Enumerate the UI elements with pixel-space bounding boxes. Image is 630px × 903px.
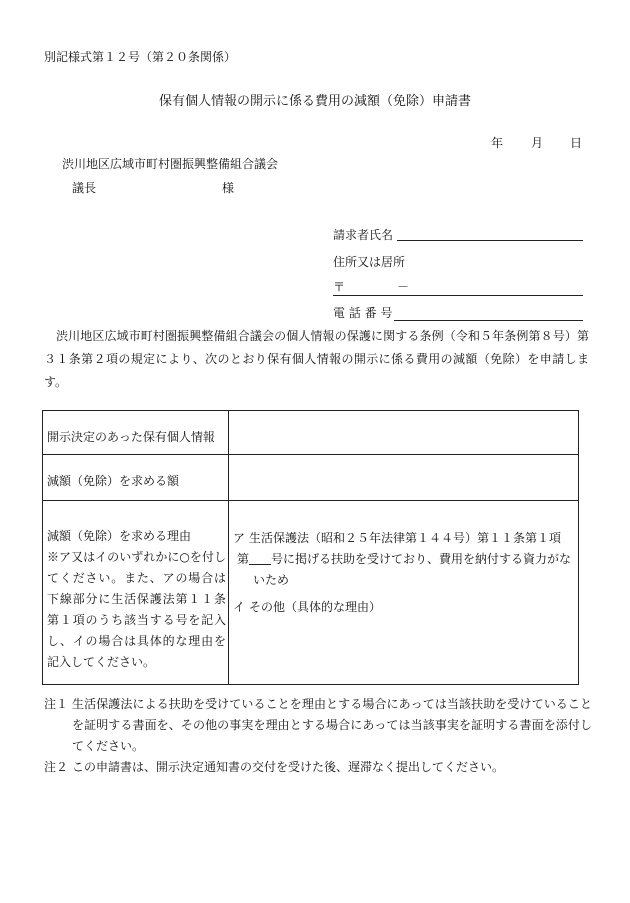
document-title: 保有個人情報の開示に係る費用の減額（免除）申請書	[158, 94, 471, 109]
table-row	[43, 455, 579, 501]
option-a-pre: 第	[237, 552, 250, 566]
disclosed-info-field[interactable]	[229, 411, 579, 455]
disclosed-info-label: 開示決定のあった保有個人情報	[47, 430, 215, 444]
table-row	[43, 411, 579, 455]
reduction-amount-field[interactable]	[229, 455, 579, 501]
note-item	[44, 757, 592, 778]
requester-address-label: 住所又は居所	[333, 255, 406, 269]
row-label-cell	[43, 501, 229, 685]
option-a-mark: ア	[233, 531, 246, 545]
date-day-label: 日	[570, 136, 583, 150]
addressee-organization: 渋川地区広域市町村圏振興整備組合議会	[62, 157, 279, 171]
row-label-cell	[43, 455, 229, 501]
date-month-label: 月	[531, 136, 544, 150]
option-a[interactable]	[229, 501, 578, 591]
reduction-reason-label: 減額（免除）を求める理由	[47, 529, 192, 543]
option-b-text: その他（具体的な理由）	[249, 600, 382, 614]
date-year-label: 年	[491, 136, 504, 150]
row-label-cell	[43, 411, 229, 455]
requester-name-field[interactable]	[397, 240, 583, 241]
option-b-mark: イ	[233, 600, 246, 614]
table-row	[43, 501, 579, 685]
addressee-role: 議長	[72, 181, 97, 195]
note-number: 注２	[44, 760, 69, 774]
body-paragraph: 渋川地区広域市町村圏振興整備組合議会の個人情報の保護に関する条例（令和５年条例第８号）第３１条第２項の規定により、次のとおり保有個人情報の開示に係る費用の減額（免除）を申請します。	[44, 329, 589, 389]
note-text: この申請書は、開示決定通知書の交付を受けた後、遅滞なく提出してください。	[72, 760, 505, 774]
phone-field[interactable]	[394, 320, 583, 321]
option-a-post: 号に掲げる扶助を受けており、費用を納付する資力がないため	[253, 552, 572, 587]
postal-dash: －	[397, 280, 410, 294]
address-field[interactable]	[333, 295, 583, 296]
option-b[interactable]	[229, 591, 578, 618]
postal-mark: 〒	[333, 280, 346, 294]
reduction-reason-field[interactable]	[229, 501, 579, 685]
phone-label: 電 話 番 号	[333, 306, 393, 320]
reduction-reason-note: ※ア又はイのいずれかに○を付してください。また、アの場合は下線部分に生活保護法第１１条第１項のうち該当する号を記入し、イの場合は具体的な理由を記入してください。	[47, 550, 226, 669]
note-number: 注１	[44, 697, 69, 711]
reduction-amount-label: 減額（免除）を求める額	[47, 474, 180, 488]
note-text: 生活保護法による扶助を受けていることを理由とする場合にあっては当該扶助を受けていることを証明する書面を、その他の事実を理由とする場合にあっては当該事実を証明する書面を添付してください。	[72, 697, 592, 753]
option-a-continuation	[237, 549, 572, 591]
article-number-blank[interactable]	[249, 552, 271, 565]
application-table	[42, 410, 579, 685]
option-a-text: 生活保護法（昭和２５年法律第１４４号）第１１条第１項	[249, 531, 562, 545]
note-item	[44, 694, 592, 757]
requester-name-label: 請求者氏名	[333, 228, 394, 242]
addressee-honorific: 様	[222, 181, 235, 195]
notes-section	[44, 694, 592, 778]
form-number: 別記様式第１２号（第２０条関係）	[44, 50, 237, 64]
